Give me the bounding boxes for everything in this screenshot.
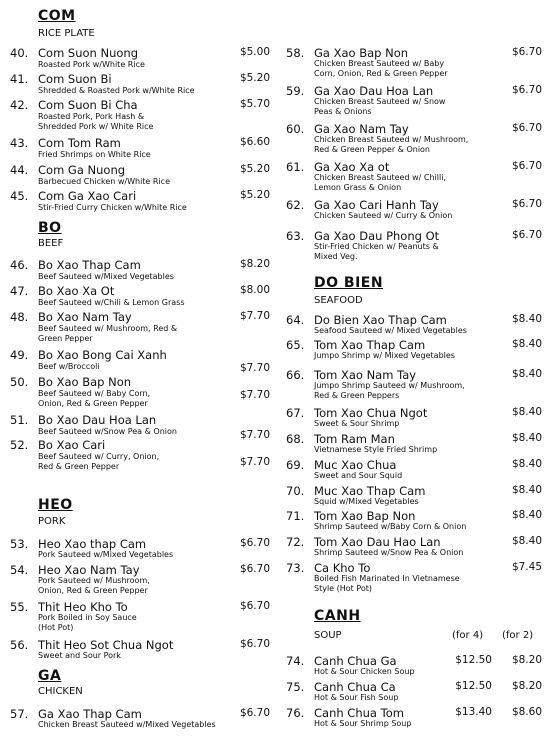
item-name: Canh Chua Ga: [314, 654, 397, 668]
item-number: 51.: [10, 413, 29, 427]
item-number: 40.: [10, 46, 29, 60]
item-name: Heo Xao Nam Tay: [38, 563, 140, 577]
item-name: Ca Kho To: [314, 561, 371, 575]
item-price-for-4: $13.40: [455, 706, 492, 718]
item-number: 72.: [286, 535, 305, 549]
section-title: COM: [38, 8, 76, 24]
item-number: 54.: [10, 563, 29, 577]
item-price: $6.70: [239, 600, 270, 612]
item-price: $7.70: [239, 429, 270, 441]
item-name: Com Suon Bi Cha: [38, 98, 138, 112]
item-name: Bo Xao Thap Cam: [38, 258, 141, 272]
item-description: Beef Sauteed w/Snow Pea & Onion: [38, 427, 177, 436]
item-number: 45.: [10, 189, 29, 203]
item-number: 62.: [286, 198, 305, 212]
item-number: 57.: [10, 707, 29, 721]
item-name: Com Suon Bi: [38, 72, 112, 86]
item-description: Beef Sauteed w/Mixed Vegetables: [38, 272, 174, 281]
item-number: 69.: [286, 458, 305, 472]
item-description: Fried Shrimps on White Rice: [38, 150, 151, 159]
item-name: Bo Xao Bong Cai Xanh: [38, 348, 167, 362]
item-number: 46.: [10, 258, 29, 272]
item-name: Tom Ram Man: [314, 432, 395, 446]
item-number: 49.: [10, 348, 29, 362]
item-description: Stir-Fried Curry Chicken w/White Rice: [38, 203, 187, 212]
section-title: DO BIEN: [314, 275, 384, 291]
item-number: 59.: [286, 84, 305, 98]
item-description: Beef Sauteed w/ Curry, Onion, Red & Green Pepper: [38, 452, 160, 471]
item-description: Chicken Breast Sauteed w/ Mushroom, Red & Green Pepper & Onion: [314, 135, 469, 154]
item-price-for-4: $12.50: [455, 680, 492, 692]
item-number: 43.: [10, 136, 29, 150]
item-price: $8.40: [511, 432, 542, 444]
item-name: Com Suon Nuong: [38, 46, 139, 60]
item-description: Chicken Sauteed w/ Curry & Onion: [314, 211, 453, 220]
item-name: Canh Chua Tom: [314, 706, 404, 720]
item-description: Chicken Breast Sauteed w/ Chilli, Lemon Grass & Onion: [314, 173, 446, 192]
item-price: $6.60: [239, 136, 270, 148]
item-description: Vietnamese Style Fried Shrimp: [314, 445, 438, 454]
item-number: 53.: [10, 537, 29, 551]
section-subtitle: SEAFOOD: [314, 295, 363, 306]
item-number: 76.: [286, 706, 305, 720]
item-price: $7.45: [511, 561, 542, 573]
item-name: Bo Xao Cari: [38, 438, 106, 452]
item-description: Jumpo Shrimp Sauteed w/ Mushroom, Red & Green Peppers: [314, 381, 465, 400]
item-description: Shrimp Sauteed w/Snow Pea & Onion: [314, 548, 464, 557]
item-price: $6.70: [511, 122, 542, 134]
item-description: Shrimp Sauteed w/Baby Corn & Onion: [314, 522, 467, 531]
item-description: Pork Sauteed w/Mixed Vegetables: [38, 550, 174, 559]
item-name: Tom Xao Thap Cam: [314, 338, 426, 352]
item-description: Boiled Fish Marinated In Vietnamese Style (Hot Pot): [314, 574, 460, 593]
item-number: 60.: [286, 122, 305, 136]
item-price: $6.70: [511, 229, 542, 241]
item-number: 50.: [10, 375, 29, 389]
item-description: Chicken Breast Sauteed w/ Baby Corn, Onion, Red & Green Pepper: [314, 59, 448, 78]
item-number: 66.: [286, 368, 305, 382]
section-title: HEO: [38, 497, 73, 513]
item-price: $8.00: [239, 284, 270, 296]
item-description: Shredded & Roasted Pork w/White Rice: [38, 86, 195, 95]
item-description: Pork Sauteed w/ Mushroom, Onion, Red & Green Pepper: [38, 576, 150, 595]
section-subtitle: BEEF: [38, 238, 64, 249]
item-price: $7.70: [239, 310, 270, 322]
item-number: 52.: [10, 438, 29, 452]
item-price-for-2: $8.20: [511, 654, 542, 666]
item-description: Hot & Sour Fish Soup: [314, 693, 399, 702]
item-price: $5.70: [239, 98, 270, 110]
item-description: Beef Sauteed w/ Baby Corn, Onion, Red & Green Pepper: [38, 389, 151, 408]
item-name: Com Ga Xao Cari: [38, 189, 137, 203]
section-title: GA: [38, 668, 62, 684]
item-description: Stir-Fried Chicken w/ Peanuts & Mixed Veg.: [314, 242, 439, 261]
item-number: 70.: [286, 484, 305, 498]
item-description: Beef Sauteed w/ Mushroom, Red & Green Pepper: [38, 324, 178, 343]
item-price: $5.20: [239, 72, 270, 84]
item-description: Roasted Pork, Pork Hash & Shredded Pork w/ White Rice: [38, 112, 154, 131]
item-name: Ga Xao Dau Hoa Lan: [314, 84, 434, 98]
item-name: Bo Xao Xa Ot: [38, 284, 115, 298]
section-subtitle: CHICKEN: [38, 686, 83, 697]
item-name: Com Tom Ram: [38, 136, 121, 150]
item-name: Tom Xao Nam Tay: [314, 368, 417, 382]
size-header-for-2: (for 2): [502, 630, 534, 641]
item-description: Seafood Sauteed w/ Mixed Vegetables: [314, 326, 467, 335]
item-price: $6.70: [511, 160, 542, 172]
item-name: Com Ga Nuong: [38, 163, 126, 177]
size-header-for-4: (for 4): [452, 630, 484, 641]
item-price: $6.70: [511, 84, 542, 96]
item-description: Sweet and Sour Squid: [314, 471, 403, 480]
item-price: $8.40: [511, 484, 542, 496]
item-number: 61.: [286, 160, 305, 174]
item-number: 67.: [286, 406, 305, 420]
item-name: Muc Xao Thap Cam: [314, 484, 426, 498]
item-description: Squid w/Mixed Vegetables: [314, 497, 419, 506]
item-number: 71.: [286, 509, 305, 523]
item-name: Ga Xao Xa ot: [314, 160, 390, 174]
item-number: 63.: [286, 229, 305, 243]
item-price: $6.70: [239, 707, 270, 719]
item-number: 44.: [10, 163, 29, 177]
item-name: Ga Xao Thap Cam: [38, 707, 142, 721]
item-description: Roasted Pork w/White Rice: [38, 60, 145, 69]
item-number: 74.: [286, 654, 305, 668]
item-price: $6.70: [511, 198, 542, 210]
section-title: BO: [38, 220, 62, 236]
item-price: $6.70: [239, 563, 270, 575]
item-name: Heo Xao thap Cam: [38, 537, 147, 551]
item-name: Do Bien Xao Thap Cam: [314, 313, 447, 327]
item-price: $8.40: [511, 338, 542, 350]
section-title: CANH: [314, 608, 361, 624]
item-price: $7.70: [239, 456, 270, 468]
item-number: 58.: [286, 46, 305, 60]
item-name: Ga Xao Nam Tay: [314, 122, 409, 136]
item-number: 73.: [286, 561, 305, 575]
item-description: Hot & Sour Shrimp Soup: [314, 719, 412, 728]
item-price: $8.40: [511, 509, 542, 521]
item-name: Thit Heo Sot Chua Ngot: [38, 638, 174, 652]
section-subtitle: RICE PLATE: [38, 28, 95, 39]
item-number: 68.: [286, 432, 305, 446]
item-number: 42.: [10, 98, 29, 112]
item-number: 56.: [10, 638, 29, 652]
item-description: Pork Boiled in Soy Sauce (Hot Pot): [38, 613, 137, 632]
item-price: $8.40: [511, 535, 542, 547]
item-price: $7.70: [239, 389, 270, 401]
item-name: Bo Xao Bap Non: [38, 375, 132, 389]
item-price: $8.40: [511, 406, 542, 418]
item-price-for-4: $12.50: [455, 654, 492, 666]
item-name: Thit Heo Kho To: [38, 600, 128, 614]
item-price: $5.20: [239, 163, 270, 175]
item-number: 41.: [10, 72, 29, 86]
item-number: 47.: [10, 284, 29, 298]
item-price: $7.70: [239, 362, 270, 374]
section-subtitle: PORK: [38, 516, 66, 527]
item-price: $6.70: [239, 638, 270, 650]
item-number: 48.: [10, 310, 29, 324]
item-name: Ga Xao Dau Phong Ot: [314, 229, 440, 243]
item-price: $6.70: [239, 537, 270, 549]
item-description: Beef Sauteed w/Chili & Lemon Grass: [38, 298, 185, 307]
item-description: Chicken Breast Sauteed w/Mixed Vegetables: [38, 720, 216, 729]
item-price: $8.40: [511, 458, 542, 470]
item-description: Sweet and Sour Pork: [38, 651, 121, 660]
item-name: Tom Xao Bap Non: [314, 509, 416, 523]
item-name: Bo Xao Nam Tay: [38, 310, 132, 324]
item-price-for-2: $8.60: [511, 706, 542, 718]
item-name: Ga Xao Cari Hanh Tay: [314, 198, 439, 212]
item-number: 75.: [286, 680, 305, 694]
item-description: Beef w/Broccoli: [38, 362, 100, 371]
item-price: $6.70: [511, 46, 542, 58]
section-subtitle: SOUP: [314, 630, 342, 641]
item-price-for-2: $8.20: [511, 680, 542, 692]
item-description: Barbecued Chicken w/White Rice: [38, 177, 170, 186]
item-description: Sweet & Sour Shrimp: [314, 419, 400, 428]
item-name: Tom Xao Dau Hao Lan: [314, 535, 441, 549]
item-description: Jumpo Shrimp w/ Mixed Vegetables: [314, 351, 455, 360]
item-price: $8.40: [511, 368, 542, 380]
item-price: $5.00: [239, 46, 270, 58]
item-name: Canh Chua Ca: [314, 680, 396, 694]
item-name: Bo Xao Dau Hoa Lan: [38, 413, 157, 427]
item-price: $8.40: [511, 313, 542, 325]
item-number: 65.: [286, 338, 305, 352]
item-name: Tom Xao Chua Ngot: [314, 406, 428, 420]
item-name: Ga Xao Bap Non: [314, 46, 409, 60]
item-description: Chicken Breast Sauteed w/ Snow Peas & Onions: [314, 97, 446, 116]
item-price: $8.20: [239, 258, 270, 270]
item-description: Hot & Sour Chicken Soup: [314, 667, 415, 676]
item-number: 64.: [286, 313, 305, 327]
item-name: Muc Xao Chua: [314, 458, 397, 472]
item-number: 55.: [10, 600, 29, 614]
item-price: $5.20: [239, 189, 270, 201]
